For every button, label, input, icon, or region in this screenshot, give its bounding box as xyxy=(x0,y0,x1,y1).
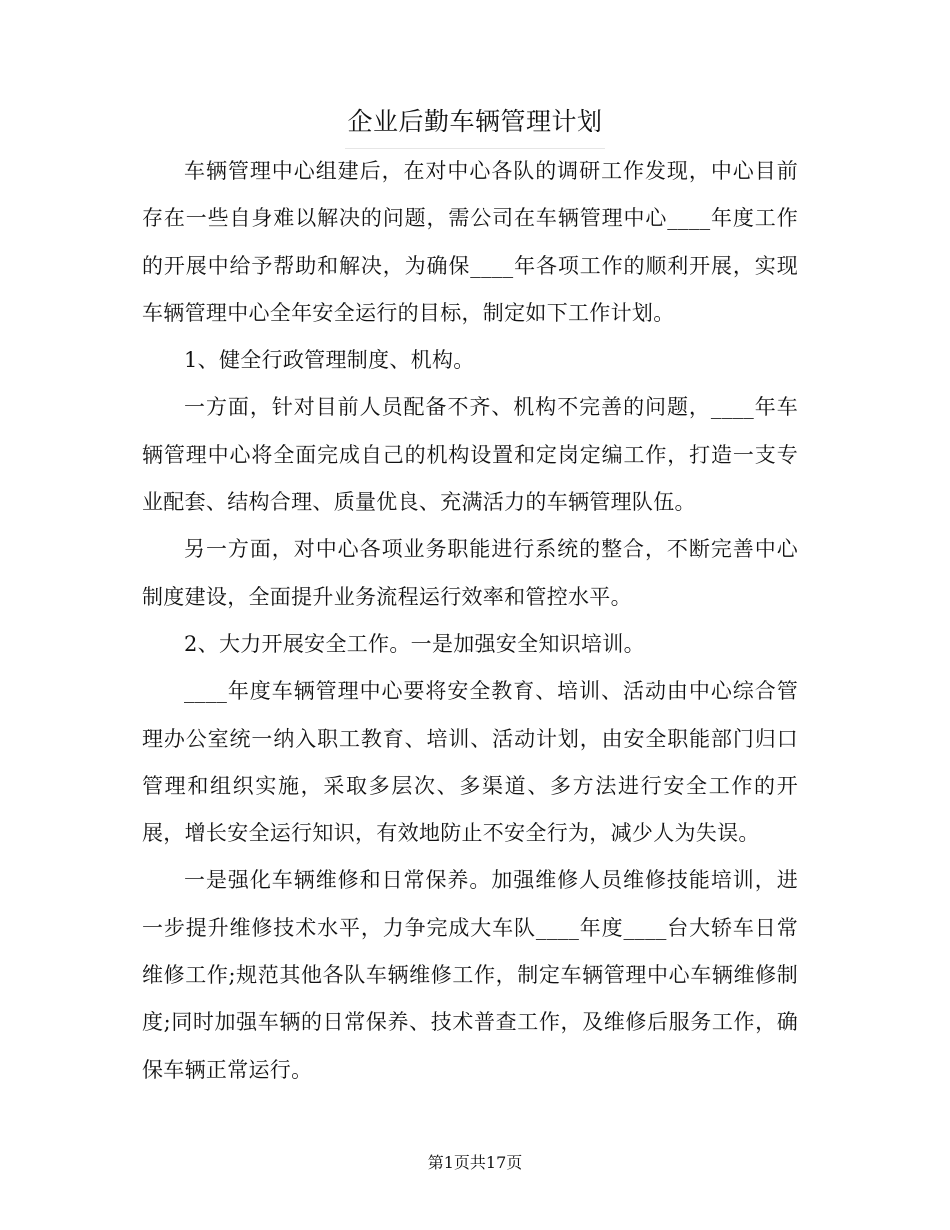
paragraph-intro: 车辆管理中心组建后，在对中心各队的调研工作发现，中心目前存在一些自身难以解决的问题，需公司在车辆管理中心____年度工作的开展中给予帮助和解决，为确保____年各项工作的顺利开展，实现车辆管理中心全年安全运行的目标，制定如下工作计划。 xyxy=(142,159,798,325)
document-body xyxy=(142,148,798,1094)
section-heading-1: 1、健全行政管理制度、机构。 xyxy=(184,348,475,373)
paragraph-section-1-b: 另一方面，对中心各项业务职能进行系统的整合，不断完善中心制度建设，全面提升业务流程运行效率和管控水平。 xyxy=(142,537,798,609)
section-heading-2: 2、大力开展安全工作。一是加强安全知识培训。 xyxy=(184,631,645,656)
paragraph-section-1-a: 一方面，针对目前人员配备不齐、机构不完善的问题，____年车辆管理中心将全面完成自己的机构设置和定岗定编工作，打造一支专业配套、结构合理、质量优良、充满活力的车辆管理队伍。 xyxy=(142,395,798,515)
paragraph-section-2-b: 一是强化车辆维修和日常保养。加强维修人员维修技能培训，进一步提升维修技术水平，力争完成大车队____年度____台大轿车日常维修工作;规范其他各队车辆维修工作，制定车辆管理中心车辆维修制度;同时加强车辆的日常保养、技术普查工作，及维修后服务工作，确保车辆正常运行。 xyxy=(142,868,798,1082)
page-number-footer: 第1页共17页 xyxy=(427,1153,523,1172)
paragraph-section-2-a: ____年度车辆管理中心要将安全教育、培训、活动由中心综合管理办公室统一纳入职工教育、培训、活动计划，由安全职能部门归口管理和组织实施，采取多层次、多渠道、多方法进行安全工作的开展，增长安全运行知识，有效地防止不安全行为，减少人为失误。 xyxy=(142,679,798,846)
title-container xyxy=(0,96,950,149)
document-title: 企业后勤车辆管理计划 xyxy=(345,96,604,149)
